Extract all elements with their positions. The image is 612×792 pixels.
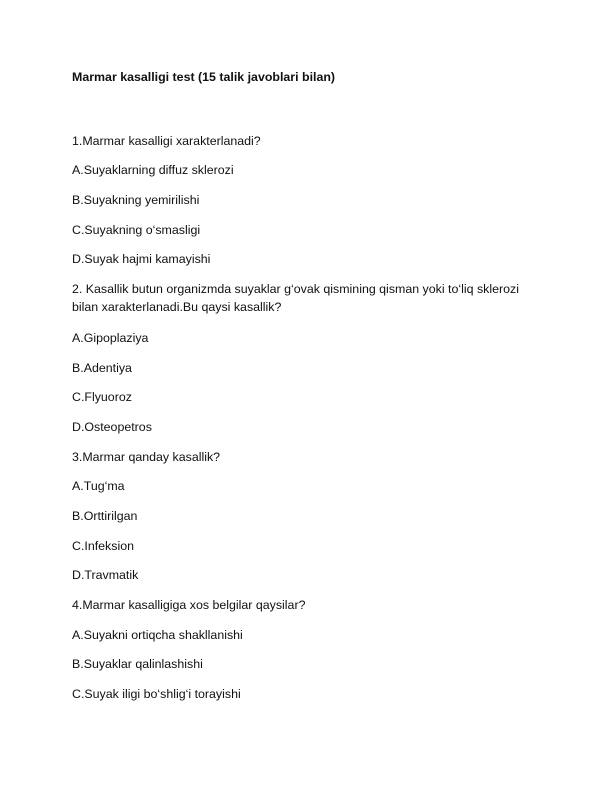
question-2: 2. Kasallik butun organizmda suyaklar g‘ovak qismining qisman yoki to‘liq sklerozi bilan xarakterlanadi.Bu qaysi kasallik? — [72, 282, 519, 314]
document-title: Marmar kasalligi test (15 talik javoblari bilan) — [72, 70, 336, 84]
q1-option-a: A.Suyaklarning diffuz sklerozi — [72, 163, 234, 177]
q3-option-d: D.Travmatik — [72, 568, 139, 582]
question-3: 3.Marmar qanday kasallik? — [72, 450, 221, 464]
q3-option-a: A.Tug‘ma — [72, 479, 125, 493]
q1-option-c: C.Suyakning o‘smasligi — [72, 223, 201, 237]
q4-option-c: C.Suyak iligi bo‘shlig‘i torayishi — [72, 687, 241, 701]
q3-option-b: B.Orttirilgan — [72, 509, 138, 523]
q2-option-b: B.Adentiya — [72, 361, 132, 375]
q4-option-a: A.Suyakni ortiqcha shakllanishi — [72, 628, 243, 642]
q4-option-b: B.Suyaklar qalinlashishi — [72, 657, 203, 671]
q2-option-c: C.Flyuoroz — [72, 390, 132, 404]
q2-option-d: D.Osteopetros — [72, 420, 152, 434]
q3-option-c: C.Infeksion — [72, 539, 134, 553]
q2-option-a: A.Gipoplaziya — [72, 331, 149, 345]
question-1: 1.Marmar kasalligi xarakterlanadi? — [72, 134, 261, 148]
q1-option-d: D.Suyak hajmi kamayishi — [72, 252, 211, 266]
q1-option-b: B.Suyakning yemirilishi — [72, 193, 200, 207]
question-4: 4.Marmar kasalligiga xos belgilar qaysilar? — [72, 598, 306, 612]
